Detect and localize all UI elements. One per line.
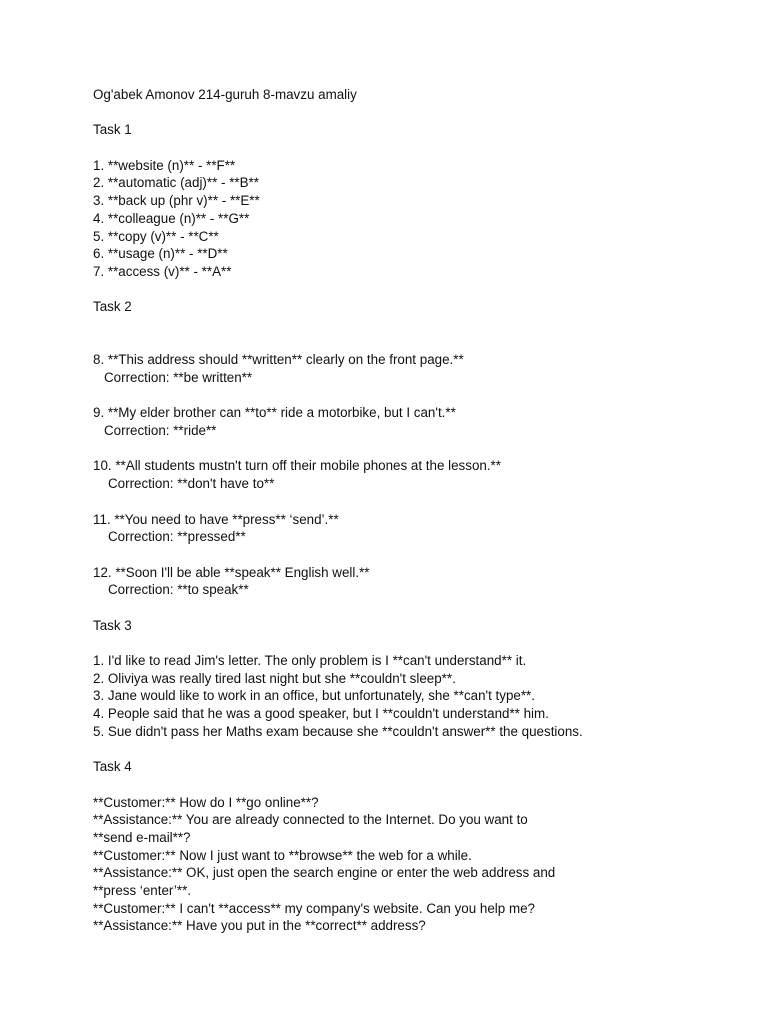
document-title: Og'abek Amonov 214-guruh 8-mavzu amaliy — [93, 87, 357, 102]
task1-item: 6. **usage (n)** - **D** — [93, 246, 228, 262]
task1-item: 3. **back up (phr v)** - **E** — [93, 193, 260, 209]
task3-item: 5. Sue didn't pass her Maths exam because she **couldn't answer** the questions. — [93, 723, 583, 739]
task2-heading: Task 2 — [93, 299, 132, 315]
task2-correction: Correction: **don't have to** — [108, 476, 275, 492]
task1-item: 2. **automatic (adj)** - **B** — [93, 175, 259, 191]
task1-item: 1. **website (n)** - **F** — [93, 157, 236, 173]
dialogue-line: **Customer:** I can't **access** my company's website. Can you help me? — [93, 900, 535, 916]
task3-heading: Task 3 — [93, 617, 132, 633]
task3-item: 4. People said that he was a good speaker, but I **couldn't understand** him. — [93, 706, 549, 722]
task3-item: 3. Jane would like to work in an office, but unfortunately, she **can't type**. — [93, 688, 535, 704]
task2-correction: Correction: **pressed** — [108, 529, 246, 545]
task1-item: 5. **copy (v)** - **C** — [93, 228, 219, 244]
dialogue-line: **Assistance:** Have you put in the **correct** address? — [93, 918, 426, 934]
task2-sentence: 12. **Soon I'll be able **speak** English well.** — [93, 564, 370, 580]
task2-correction: Correction: **be written** — [104, 370, 253, 386]
dialogue-line: **send e-mail**? — [93, 829, 191, 845]
dialogue-line: **Customer:** How do I **go online**? — [93, 794, 319, 810]
dialogue-line: **Assistance:** OK, just open the search engine or enter the web address and — [93, 865, 556, 881]
task3-item: 1. I'd like to read Jim's letter. The only problem is I **can't understand** it. — [93, 653, 527, 669]
task2-sentence: 8. **This address should **written** clearly on the front page.** — [93, 352, 464, 368]
task4-heading: Task 4 — [93, 759, 132, 775]
task2-correction: Correction: **ride** — [104, 423, 217, 439]
dialogue-line: **press ‘enter’**. — [93, 882, 191, 898]
dialogue-line: **Customer:** Now I just want to **browse** the web for a while. — [93, 847, 472, 863]
document-page — [93, 86, 733, 935]
task2-sentence: 10. **All students mustn't turn off their mobile phones at the lesson.** — [93, 458, 501, 474]
dialogue-line: **Assistance:** You are already connected to the Internet. Do you want to — [93, 812, 528, 828]
task1-heading: Task 1 — [93, 122, 132, 138]
task3-item: 2. Oliviya was really tired last night but she **couldn't sleep**. — [93, 670, 456, 686]
task2-sentence: 9. **My elder brother can **to** ride a motorbike, but I can't.** — [93, 405, 456, 421]
task2-sentence: 11. **You need to have **press** ‘send’.** — [93, 511, 339, 527]
task2-correction: Correction: **to speak** — [108, 582, 249, 598]
task1-item: 7. **access (v)** - **A** — [93, 263, 232, 279]
task1-item: 4. **colleague (n)** - **G** — [93, 210, 250, 226]
